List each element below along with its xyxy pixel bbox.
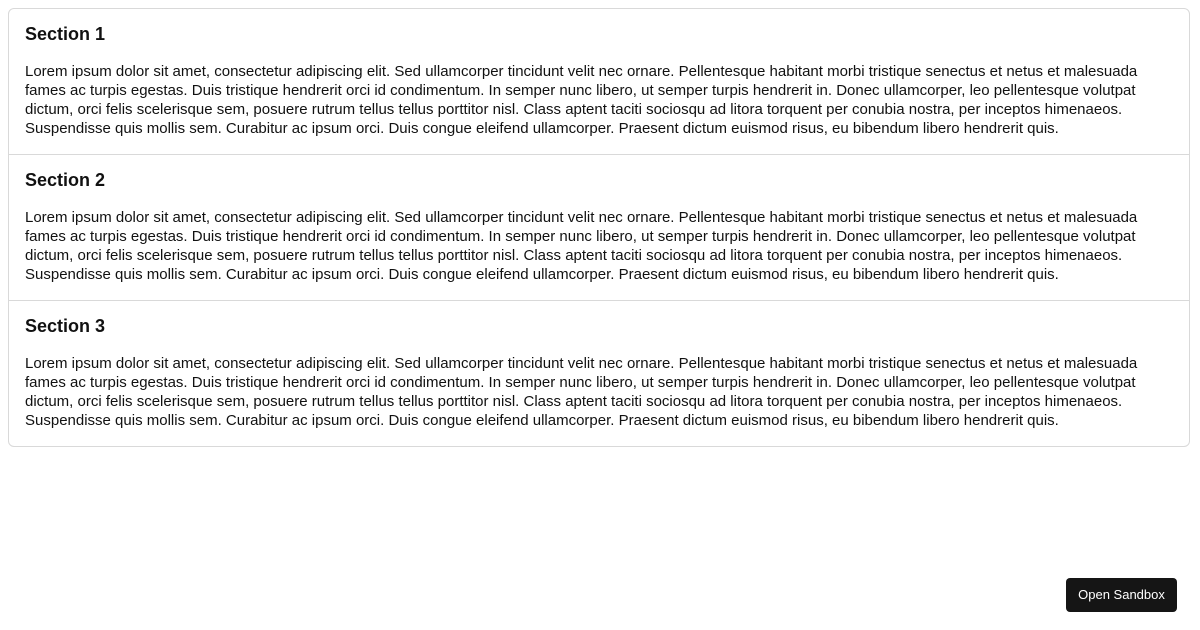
section-1	[9, 9, 1189, 155]
section-2	[9, 155, 1189, 301]
open-sandbox-button[interactable]: Open Sandbox	[1066, 578, 1177, 612]
section-2-body: Lorem ipsum dolor sit amet, consectetur adipiscing elit. Sed ullamcorper tincidunt velit nec ornare. Pellentesque habitant morbi tristique senectus et netus et malesuada fames ac turpis egestas. Duis tristique hendrerit orci id condimentum. In semper nunc libero, ut semper turpis hendrerit in. Donec ullamcorper, leo pellentesque volutpat dictum, orci felis scelerisque sem, posuere rutrum tellus tellus porttitor nisl. Class aptent taciti sociosqu ad litora torquent per conubia nostra, per inceptos himenaeos. Suspendisse quis mollis sem. Curabitur ac ipsum orci. Duis congue eleifend ullamcorper. Praesent dictum euismod risus, eu bibendum libero hendrerit quis.	[25, 209, 1138, 283]
section-1-body: Lorem ipsum dolor sit amet, consectetur adipiscing elit. Sed ullamcorper tincidunt velit nec ornare. Pellentesque habitant morbi tristique senectus et netus et malesuada fames ac turpis egestas. Duis tristique hendrerit orci id condimentum. In semper nunc libero, ut semper turpis hendrerit in. Donec ullamcorper, leo pellentesque volutpat dictum, orci felis scelerisque sem, posuere rutrum tellus tellus porttitor nisl. Class aptent taciti sociosqu ad litora torquent per conubia nostra, per inceptos himenaeos. Suspendisse quis mollis sem. Curabitur ac ipsum orci. Duis congue eleifend ullamcorper. Praesent dictum euismod risus, eu bibendum libero hendrerit quis.	[25, 63, 1138, 137]
section-3	[9, 301, 1189, 446]
sections-card	[8, 8, 1190, 447]
section-1-title: Section 1	[25, 24, 106, 44]
section-2-title: Section 2	[25, 170, 106, 190]
section-3-title: Section 3	[25, 316, 106, 336]
section-3-body: Lorem ipsum dolor sit amet, consectetur adipiscing elit. Sed ullamcorper tincidunt velit nec ornare. Pellentesque habitant morbi tristique senectus et netus et malesuada fames ac turpis egestas. Duis tristique hendrerit orci id condimentum. In semper nunc libero, ut semper turpis hendrerit in. Donec ullamcorper, leo pellentesque volutpat dictum, orci felis scelerisque sem, posuere rutrum tellus tellus porttitor nisl. Class aptent taciti sociosqu ad litora torquent per conubia nostra, per inceptos himenaeos. Suspendisse quis mollis sem. Curabitur ac ipsum orci. Duis congue eleifend ullamcorper. Praesent dictum euismod risus, eu bibendum libero hendrerit quis.	[25, 355, 1138, 429]
